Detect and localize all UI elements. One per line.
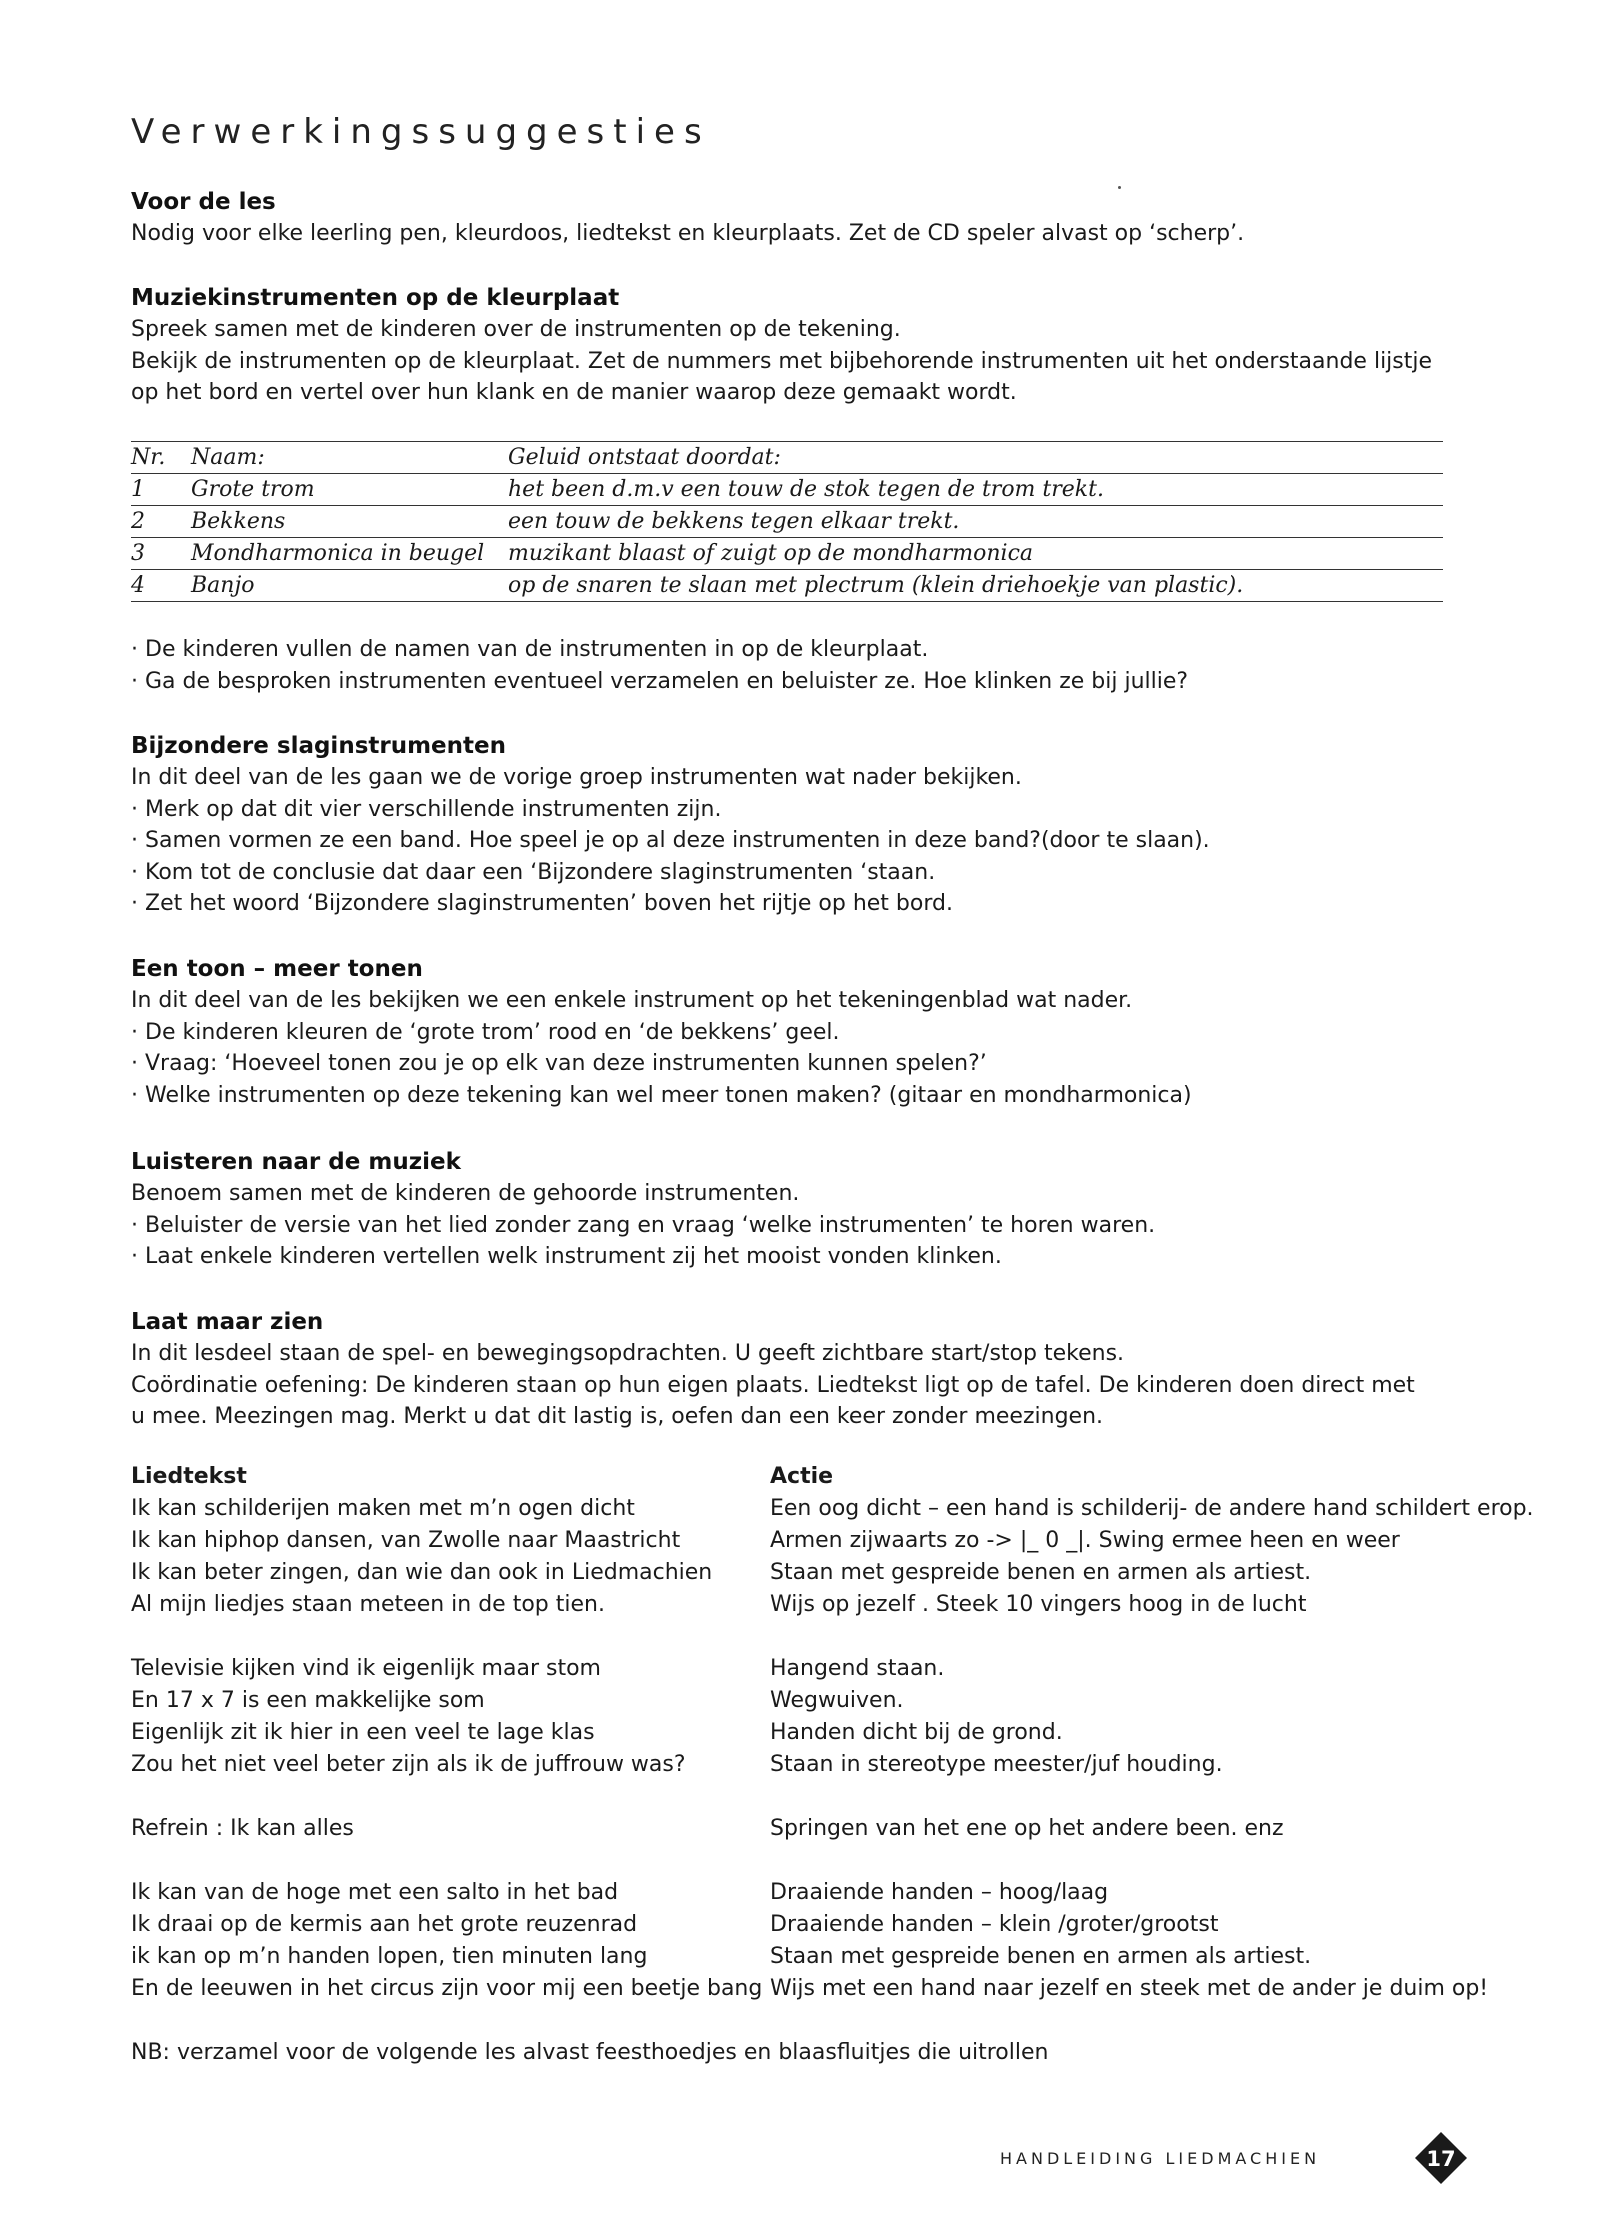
lyric-line: Al mijn liedjes staan meteen in de top tien. <box>131 1592 605 1617</box>
lyric-line: Eigenlijk zit ik hier in een veel te lage klas <box>131 1720 595 1745</box>
section-een-toon <box>131 953 1531 1111</box>
action-line: Staan met gespreide benen en armen als artiest. <box>770 1560 1312 1585</box>
lyric-line: Zou het niet veel beter zijn als ik de juffrouw was? <box>131 1752 686 1777</box>
cell-nr: 4 <box>131 570 191 602</box>
stanza-gap <box>131 1845 751 1877</box>
section-muziekinstrumenten <box>131 282 1531 409</box>
lyric-line: Refrein : Ik kan alles <box>131 1816 354 1841</box>
column-label: Actie <box>770 1464 834 1489</box>
table-row <box>131 474 1443 506</box>
cell-naam: Banjo <box>191 570 508 602</box>
action-line: Wijs met een hand naar jezelf en steek met de ander je duim op! <box>770 1976 1489 2001</box>
paragraph-line: Coördinatie oefening: De kinderen staan op hun eigen plaats. Liedtekst ligt op de tafel. De kinderen doen direct met <box>131 1372 1415 1398</box>
action-line: Handen dicht bij de grond. <box>770 1720 1063 1745</box>
after-table-list <box>131 634 1531 697</box>
section-voor-de-les <box>131 186 1531 250</box>
cell-geluid: het been d.m.v een touw de stok tegen de trom trekt. <box>508 474 1443 506</box>
section-luisteren <box>131 1146 1531 1273</box>
header-geluid: Geluid ontstaat doordat: <box>508 442 1443 474</box>
section-heading: Luisteren naar de muziek <box>131 1149 461 1175</box>
paragraph-line: In dit lesdeel staan de spel- en bewegingsopdrachten. U geeft zichtbare start/stop tekens. <box>131 1341 1125 1366</box>
paragraph: Benoem samen met de kinderen de gehoorde instrumenten. <box>131 1181 800 1206</box>
page-title: Verwerkingssuggesties <box>131 112 711 152</box>
section-heading: Laat maar zien <box>131 1309 324 1335</box>
table-row <box>131 538 1443 570</box>
action-line: Springen van het ene op het andere been. enz <box>770 1816 1284 1841</box>
paragraph-line: u mee. Meezingen mag. Merkt u dat dit lastig is, oefen dan een keer zonder meezingen. <box>131 1404 1104 1429</box>
liedtekst-column <box>131 1461 763 2005</box>
stanza-gap <box>770 1781 1550 1813</box>
cell-geluid: een touw de bekkens tegen elkaar trekt. <box>508 506 1443 538</box>
lyric-line: En de leeuwen in het circus zijn voor mij een beetje bang <box>131 1976 763 2001</box>
list-item: · Samen vormen ze een band. Hoe speel je op al deze instrumenten in deze band?(door te slaan). <box>131 825 1531 857</box>
lyric-line: Ik kan hiphop dansen, van Zwolle naar Maastricht <box>131 1528 681 1553</box>
footer-label: HANDLEIDING LIEDMACHIEN <box>1000 2149 1321 2168</box>
list-item: · Kom tot de conclusie dat daar een ‘Bijzondere slaginstrumenten ‘staan. <box>131 857 1531 889</box>
header-naam: Naam: <box>191 442 508 474</box>
section-bijzondere <box>131 730 1531 920</box>
list-item: · De kinderen vullen de namen van de instrumenten in op de kleurplaat. <box>131 634 1531 666</box>
lyric-line: En 17 x 7 is een makkelijke som <box>131 1688 485 1713</box>
list-item: · Welke instrumenten op deze tekening kan wel meer tonen maken? (gitaar en mondharmonica) <box>131 1080 1531 1112</box>
section-heading: Een toon – meer tonen <box>131 956 423 982</box>
cell-nr: 1 <box>131 474 191 506</box>
stanza-gap <box>131 1781 751 1813</box>
action-line: Draaiende handen – hoog/laag <box>770 1880 1109 1905</box>
page-number: 17 <box>1426 2147 1456 2171</box>
section-heading: Muziekinstrumenten op de kleurplaat <box>131 285 620 311</box>
table-row <box>131 570 1443 602</box>
lyric-line: ik kan op m’n handen lopen, tien minuten lang <box>131 1944 648 1969</box>
list-item: · Merk op dat dit vier verschillende instrumenten zijn. <box>131 794 1531 826</box>
header-nr: Nr. <box>131 442 191 474</box>
action-line: Hangend staan. <box>770 1656 945 1681</box>
paragraph-line: Spreek samen met de kinderen over de instrumenten op de tekening. <box>131 317 901 342</box>
stanza-gap <box>770 1621 1550 1653</box>
lyric-line: Ik kan beter zingen, dan wie dan ook in Liedmachien <box>131 1560 713 1585</box>
action-line: Armen zijwaarts zo -> |_ 0 _|. Swing ermee heen en weer <box>770 1528 1400 1553</box>
action-line: Staan met gespreide benen en armen als artiest. <box>770 1944 1312 1969</box>
action-line: Een oog dicht – een hand is schilderij- de andere hand schildert erop. <box>770 1496 1534 1521</box>
paragraph-line: op het bord en vertel over hun klank en de manier waarop deze gemaakt wordt. <box>131 380 1017 405</box>
cell-nr: 3 <box>131 538 191 570</box>
section-laat-maar-zien <box>131 1306 1531 1433</box>
list-item: · Zet het woord ‘Bijzondere slaginstrumenten’ boven het rijtje op het bord. <box>131 888 1531 920</box>
page-number-badge <box>1413 2130 1469 2186</box>
action-line: Wegwuiven. <box>770 1688 904 1713</box>
cell-geluid: op de snaren te slaan met plectrum (klein driehoekje van plastic). <box>508 570 1443 602</box>
list-item: · Laat enkele kinderen vertellen welk instrument zij het mooist vonden klinken. <box>131 1241 1531 1273</box>
cell-naam: Grote trom <box>191 474 508 506</box>
cell-nr: 2 <box>131 506 191 538</box>
stanza-gap <box>131 1621 751 1653</box>
stanza-gap <box>770 1845 1550 1877</box>
paragraph: In dit deel van de les bekijken we een enkele instrument op het tekeningenblad wat nader. <box>131 988 1133 1013</box>
action-line: Staan in stereotype meester/juf houding. <box>770 1752 1223 1777</box>
action-line: Draaiende handen – klein /groter/grootst <box>770 1912 1219 1937</box>
paragraph: Nodig voor elke leerling pen, kleurdoos, liedtekst en kleurplaats. Zet de CD speler alvast op ‘scherp’. <box>131 221 1245 246</box>
action-line: Wijs op jezelf . Steek 10 vingers hoog in de lucht <box>770 1592 1307 1617</box>
lyric-line: Ik kan schilderijen maken met m’n ogen dicht <box>131 1496 635 1521</box>
instrument-table <box>131 441 1443 602</box>
lyric-line: Ik kan van de hoge met een salto in het bad <box>131 1880 619 1905</box>
table-row <box>131 506 1443 538</box>
paragraph: In dit deel van de les gaan we de vorige groep instrumenten wat nader bekijken. <box>131 765 1022 790</box>
paragraph-line: Bekijk de instrumenten op de kleurplaat. Zet de nummers met bijbehorende instrumenten uit het onderstaande lijstje <box>131 348 1433 374</box>
lyric-line: Televisie kijken vind ik eigenlijk maar stom <box>131 1656 601 1681</box>
actie-column <box>770 1461 1550 2005</box>
section-heading: Voor de les <box>131 189 276 215</box>
list-item: · Beluister de versie van het lied zonder zang en vraag ‘welke instrumenten’ te horen waren. <box>131 1210 1531 1242</box>
list-item: · Ga de besproken instrumenten eventueel verzamelen en beluister ze. Hoe klinken ze bij jullie? <box>131 666 1531 698</box>
cell-geluid: muzikant blaast of zuigt op de mondharmonica <box>508 538 1443 570</box>
section-heading: Bijzondere slaginstrumenten <box>131 733 506 759</box>
lyric-line: Ik draai op de kermis aan het grote reuzenrad <box>131 1912 638 1937</box>
cell-naam: Bekkens <box>191 506 508 538</box>
table-header-row <box>131 442 1443 474</box>
nb-note: NB: verzamel voor de volgende les alvast feesthoedjes en blaasfluitjes die uitrollen <box>131 2040 1049 2065</box>
list-item: · De kinderen kleuren de ‘grote trom’ rood en ‘de bekkens’ geel. <box>131 1017 1531 1049</box>
cell-naam: Mondharmonica in beugel <box>191 538 508 570</box>
column-label: Liedtekst <box>131 1464 247 1489</box>
list-item: · Vraag: ‘Hoeveel tonen zou je op elk van deze instrumenten kunnen spelen?’ <box>131 1048 1531 1080</box>
